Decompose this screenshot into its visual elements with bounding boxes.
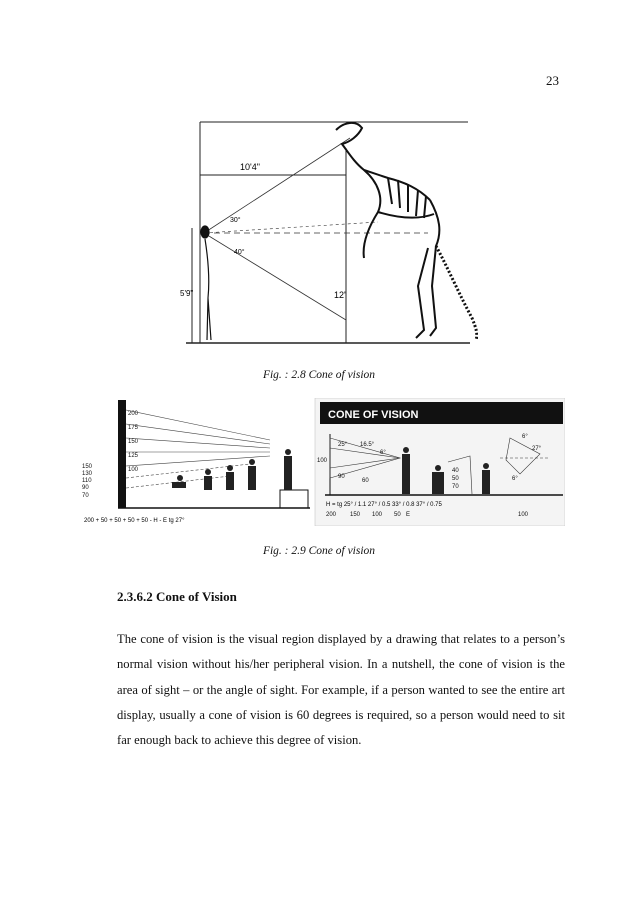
svg-text:100: 100 <box>317 458 328 464</box>
svg-text:110: 110 <box>82 478 92 484</box>
svg-text:6°: 6° <box>512 476 518 482</box>
bottom-dimensions: 200 + 50 + 50 + 50 + 50 - H - E tg 27° <box>84 518 185 524</box>
section-paragraph: The cone of vision is the visual region displayed by a drawing that relates to a person’s normal vision without his/her peripheral vision. In a nutshell, the cone of vision is the area of sight – or the angle of sight. For example, if a person wanted to see the entire art display, usually a cone of vision is 60 degrees is required, so a person would need to sit far enough back to achieve this degree of vision. <box>117 632 565 748</box>
svg-text:200: 200 <box>326 512 337 518</box>
page-number: 23 <box>546 73 559 88</box>
left-scale-labels <box>128 411 139 473</box>
formula-text: H = tg 25° / 1.1 27° / 0.5 33° / 0.8 37° / 0.75 <box>326 502 442 508</box>
svg-text:50: 50 <box>394 512 401 518</box>
svg-text:50: 50 <box>452 476 459 482</box>
dimension-distance-label: 10'4" <box>240 162 260 172</box>
figure-caption-2-8: Fig. : 2.8 Cone of vision <box>262 369 376 381</box>
svg-text:150: 150 <box>350 512 361 518</box>
svg-text:130: 130 <box>82 471 93 477</box>
svg-text:175: 175 <box>128 425 139 431</box>
svg-text:100: 100 <box>128 467 139 473</box>
svg-text:6°: 6° <box>522 434 528 440</box>
svg-text:60: 60 <box>362 478 369 484</box>
person-figure <box>201 226 211 340</box>
svg-text:100: 100 <box>518 512 529 518</box>
svg-text:40: 40 <box>452 468 459 474</box>
svg-text:90: 90 <box>338 474 345 480</box>
person-height-label: 5'9" <box>180 289 194 298</box>
angle-up-label: 30° <box>230 217 241 224</box>
svg-text:E: E <box>406 512 411 518</box>
side-scale-labels <box>82 464 93 499</box>
figure-cone-of-vision-skeleton <box>178 108 478 356</box>
svg-text:25°: 25° <box>338 442 348 448</box>
angle-down-label: 40° <box>234 249 245 256</box>
svg-text:27°: 27° <box>532 446 542 452</box>
svg-text:150: 150 <box>128 439 139 445</box>
svg-text:125: 125 <box>128 453 139 459</box>
section-heading: 2.3.6.2 Cone of Vision <box>117 589 237 604</box>
skeleton-height-label: 12' <box>334 290 346 300</box>
svg-text:90: 90 <box>82 485 89 491</box>
svg-text:70: 70 <box>452 484 459 490</box>
svg-text:70: 70 <box>82 493 89 499</box>
svg-text:6°: 6° <box>380 450 386 456</box>
cone-of-vision-banner: CONE OF VISION <box>328 409 419 421</box>
svg-text:100: 100 <box>372 512 383 518</box>
dinosaur-skeleton-illustration <box>336 123 477 340</box>
figure-cone-of-vision-diagram <box>80 398 565 526</box>
figure-caption-2-9: Fig. : 2.9 Cone of vision <box>262 545 376 557</box>
svg-text:200: 200 <box>128 411 139 417</box>
svg-text:16.5°: 16.5° <box>360 442 375 448</box>
svg-text:150: 150 <box>82 464 93 470</box>
seated-viewers-illustration <box>172 449 292 490</box>
